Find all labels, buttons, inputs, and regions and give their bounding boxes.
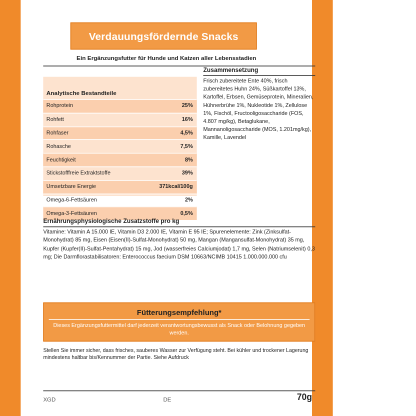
row-label: Rohasche <box>46 143 71 150</box>
composition-text: Frisch zubereitete Ente 40%, frisch zubereitetes Huhn 24%, Süßkartoffel 13%, Kartoffel, Erbsen, Gemüseprotein, Mineralien, Hühnerbrühe 1%, Nukleotide 1%, Zellulose 1%, Fischöl, Fructooligosaccharide (FOS, 4.807 mg/kg), Betaglukane, Mannanoligosaccharide (MOS, 1.201mg/kg), Kamille, Lavendel <box>203 78 314 142</box>
row-label: Omega-3-Fettsäuren <box>46 211 97 217</box>
row-label: Umsetzbare Energie <box>46 184 96 190</box>
feeding-box <box>43 302 315 341</box>
row-value: 25% <box>181 103 193 110</box>
additives-text: Vitamine: Vitamin A 15.000 IE, Vitamin D3 2.000 IE, Vitamin E 95 IE; Spurenelemente: Zink (Zinksulfat-Monohydrat) 85 mg, Eisen (Eisen(II)-Sulfat-Monohydrat) 50 mg, Mangan (Mangansulfat-Monohydrat) 35 mg, Kupfer (Kupfer(II)-Sulfat-Pentahydrat) 15 mg, Jod (wasserfreies Calciumjodat) 1,7 mg, Selen (Natriumselenit) 0,3 mg; Die Darmflorastabilisatoren: Enterococcus faecium DSM 10663/NCIMB 10415 1.000.000.000 cfu <box>43 229 315 261</box>
label-page <box>21 0 315 416</box>
table-row <box>43 126 197 139</box>
footer-code: XGD <box>43 396 56 404</box>
row-label: Omega-6-Fettsäuren <box>46 197 97 204</box>
title-banner <box>70 22 256 49</box>
table-row <box>43 140 197 153</box>
product-subtitle: Ein Ergänzungsfutter für Hunde und Katzen aller Lebensstadien <box>76 54 257 62</box>
row-value: 7,5% <box>180 143 193 150</box>
row-label: Rohfett <box>46 116 64 123</box>
additives-heading: Ernährungsphysiologische Zusatzstoffe pro kg <box>43 218 315 228</box>
product-title: Verdauungsfördernde Snacks <box>88 30 239 42</box>
analytical-table <box>43 77 197 217</box>
row-label: Stickstofffreie Extraktstoffe <box>46 170 111 177</box>
table-row <box>43 99 197 112</box>
footer <box>43 391 315 407</box>
row-value: 2% <box>184 197 193 204</box>
feeding-text: Dieses Ergänzungsfuttermittel darf jederzeit verantwortungsbewusst als Snack oder Belohnung gegeben werden. <box>53 323 306 336</box>
feeding-divider <box>49 319 310 320</box>
left-orange-border <box>0 0 21 416</box>
row-value: 0,5% <box>180 211 193 217</box>
row-value: 8% <box>184 157 193 163</box>
footer-country: DE <box>163 396 172 404</box>
storage-text: Stellen Sie immer sicher, dass frisches, sauberes Wasser zur Verfügung steht. Bei kühler und trockener Lagerung mindestens haltbar bis/Kennummer der Partie. Siehe Aufdruck <box>43 348 309 362</box>
row-value: 39% <box>181 170 193 177</box>
table-row <box>43 153 197 166</box>
table-row <box>43 193 197 206</box>
table-row <box>43 180 197 193</box>
row-label: Feuchtigkeit <box>46 157 76 163</box>
feeding-heading: Fütterungsempfehlung* <box>136 308 222 317</box>
composition-heading: Zusammensetzung <box>203 66 315 76</box>
analytical-heading: Analytische Bestandteile <box>46 89 117 97</box>
row-label: Rohfaser <box>46 130 69 136</box>
composition-section <box>203 66 315 143</box>
row-value: 4,5% <box>180 130 193 136</box>
additives-section <box>43 218 315 263</box>
row-value: 16% <box>181 116 193 123</box>
table-row <box>43 113 197 126</box>
row-value: 371kcal/100g <box>159 184 193 190</box>
table-row <box>43 166 197 179</box>
net-weight: 70g <box>296 392 312 403</box>
row-label: Rohprotein <box>46 103 74 110</box>
